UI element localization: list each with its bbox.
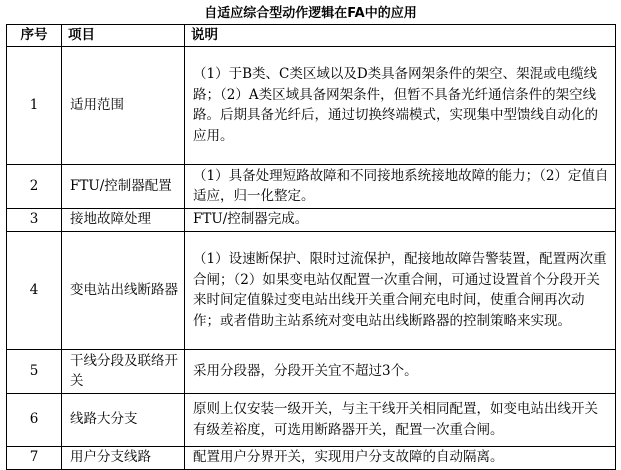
- table-row: [7, 446, 616, 469]
- table-row: [7, 349, 616, 393]
- row-desc: 配置用户分界开关，实现用户分支故障的自动隔离。: [185, 446, 616, 469]
- row-item: 用户分支线路: [62, 446, 185, 469]
- table-title: 自适应综合型动作逻辑在FA中的应用: [204, 6, 417, 21]
- table-row: [7, 231, 616, 349]
- row-desc: （1）设速断保护、限时过流保护，配接地故障告警装置，配置两次重合闸；（2）如果变电站仅配置一次重合闸，可通过设置首个分段开关来时间定值躲过变电站出线开关重合闸充电时间，使重合闸再次动作；或者借助主站系统对变电站出线断路器的控制策略来实现。: [185, 231, 616, 349]
- fa-logic-table: [6, 24, 616, 470]
- row-item: FTU/控制器配置: [62, 164, 185, 208]
- row-item: 线路大分支: [62, 393, 185, 446]
- row-no: 1: [7, 46, 62, 164]
- row-no: 4: [7, 231, 62, 349]
- table-row: [7, 164, 616, 208]
- row-item: 适用范围: [62, 46, 185, 164]
- row-no: 5: [7, 349, 62, 393]
- row-desc: （1）具备处理短路故障和不同接地系统接地故障的能力；（2）定值自适应，归一化整定。: [185, 164, 616, 208]
- row-desc: （1）于B类、C类区域以及D类具备网架条件的架空、架混或电缆线路；（2）A类区域具备网架条件，但暂不具备光纤通信条件的架空线路。后期具备光纤后，通过切换终端模式，实现集中型馈线自动化的应用。: [185, 46, 616, 164]
- row-item: 变电站出线断路器: [62, 231, 185, 349]
- row-desc: 原则上仅安装一级开关，与主干线开关相同配置，如变电站出线开关有级差裕度，可选用断路器开关，配置一次重合闸。: [185, 393, 616, 446]
- table-header-row: [7, 25, 616, 47]
- table-row: [7, 393, 616, 446]
- row-item: 接地故障处理: [62, 208, 185, 231]
- table-row: [7, 208, 616, 231]
- header-desc: 说明: [185, 25, 616, 47]
- row-item: 干线分段及联络开关: [62, 349, 185, 393]
- row-no: 6: [7, 393, 62, 446]
- header-item: 项目: [62, 25, 185, 47]
- row-desc: 采用分段器，分段开关宜不超过3个。: [185, 349, 616, 393]
- row-no: 7: [7, 446, 62, 469]
- table-row: [7, 46, 616, 164]
- header-no: 序号: [7, 25, 62, 47]
- row-no: 3: [7, 208, 62, 231]
- row-no: 2: [7, 164, 62, 208]
- row-desc: FTU/控制器完成。: [185, 208, 616, 231]
